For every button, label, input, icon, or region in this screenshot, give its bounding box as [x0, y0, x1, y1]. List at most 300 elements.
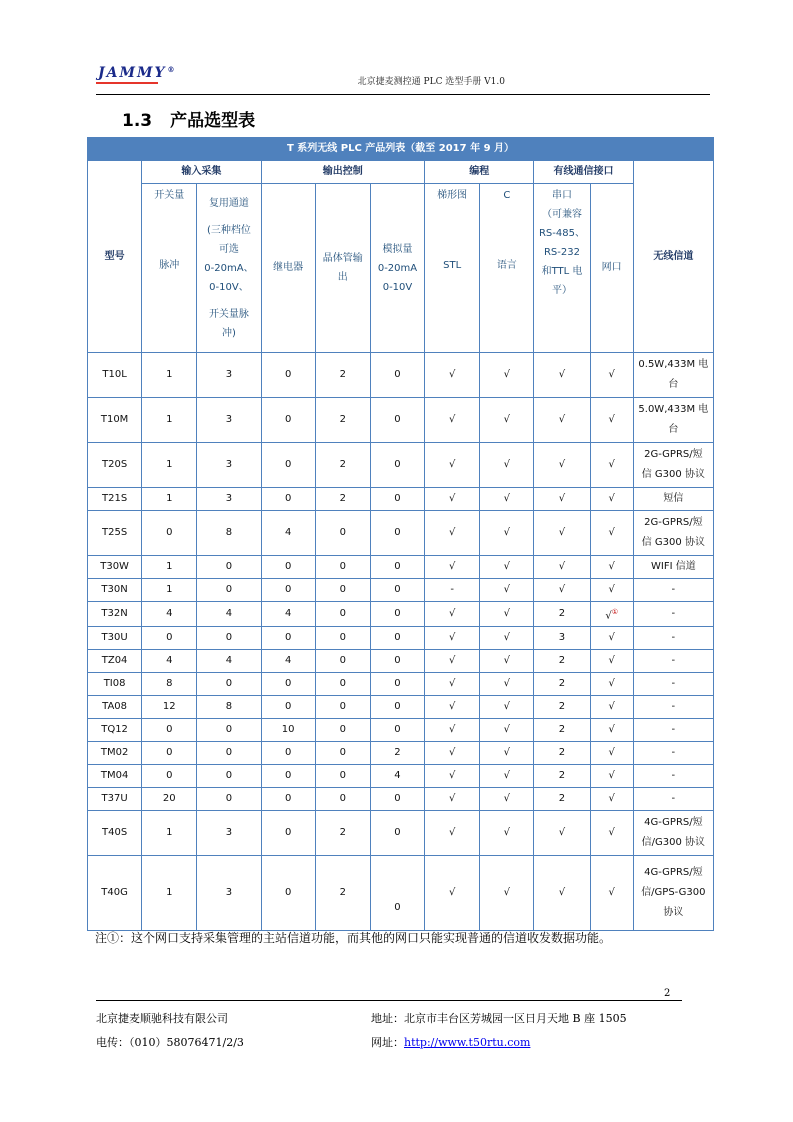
cell-serial	[534, 398, 590, 443]
cell-wireless-line: 信 G300 协议	[641, 537, 705, 548]
cell-wireless-line: -	[671, 655, 676, 667]
col-analog-line: 0-20mA	[377, 262, 418, 274]
cell-mux-value: 0	[225, 724, 233, 736]
cell-c-value: √	[503, 827, 510, 839]
cell-c	[480, 511, 534, 556]
cell-ladder	[425, 602, 480, 627]
col-multiplex-line: 可选	[218, 243, 239, 255]
cell-tr-value: 0	[339, 655, 346, 667]
cell-model	[88, 488, 142, 511]
cell-mux-value: 0	[225, 770, 233, 782]
cell-model-value: T25S	[101, 527, 128, 538]
col-serial	[534, 184, 590, 353]
cell-ladder-value: √	[448, 678, 456, 690]
cell-mux-value: 0	[225, 632, 233, 644]
cell-wireless	[633, 602, 713, 627]
cell-eth	[590, 627, 633, 650]
cell-tr	[315, 353, 370, 398]
cell-relay	[261, 353, 315, 398]
cell-ladder-value: √	[448, 561, 456, 572]
logo-reg-mark: ®	[167, 65, 177, 74]
cell-ladder-value: √	[448, 527, 456, 538]
header-output: 输出控制	[261, 161, 425, 184]
cell-an-value: 0	[394, 584, 401, 595]
cell-an	[370, 398, 424, 443]
cell-eth	[590, 696, 633, 719]
table-title: T 系列无线 PLC 产品列表（截至 2017 年 9 月）	[88, 138, 714, 161]
cell-an	[370, 811, 424, 856]
cell-sw	[142, 788, 197, 811]
cell-wireless-line: 短信	[663, 493, 684, 504]
cell-model-value: TQ12	[101, 724, 128, 736]
header-wired: 有线通信接口	[534, 161, 633, 184]
col-transistor	[315, 184, 370, 353]
cell-sw	[142, 696, 197, 719]
cell-ladder	[425, 811, 480, 856]
col-serial-line: RS-485、	[538, 228, 585, 239]
col-c-label: C	[503, 190, 511, 201]
cell-relay	[261, 765, 315, 788]
cell-an-value: 4	[394, 770, 401, 782]
cell-eth-value: √	[608, 678, 615, 690]
cell-mux-value: 4	[225, 608, 233, 620]
cell-ladder-value: √	[448, 608, 456, 620]
cell-mux-value: 3	[225, 369, 233, 380]
cell-tr-value: 0	[339, 608, 346, 620]
cell-an	[370, 696, 424, 719]
cell-model	[88, 579, 142, 602]
col-serial-line: 平）	[551, 285, 572, 296]
cell-mux-value: 0	[225, 561, 233, 572]
cell-eth-value: √	[608, 493, 615, 504]
company-logo	[98, 65, 176, 81]
cell-eth-value: √	[608, 655, 615, 667]
col-stl-label: STL	[443, 260, 462, 271]
cell-sw	[142, 398, 197, 443]
cell-eth-value: √	[608, 747, 615, 759]
cell-sw-value: 0	[166, 770, 173, 782]
cell-ladder-value: √	[448, 493, 456, 504]
footer-address: 地址：北京市丰台区芳城园一区日月天地 B 座 1505	[371, 1012, 627, 1025]
cell-c	[480, 788, 534, 811]
cell-an-value: 0	[394, 678, 401, 690]
section-title: 产品选型表	[170, 111, 256, 131]
cell-relay	[261, 511, 315, 556]
cell-eth	[590, 811, 633, 856]
cell-c-value: √	[503, 493, 510, 504]
cell-relay	[261, 398, 315, 443]
cell-serial	[534, 602, 590, 627]
cell-ladder-value: √	[448, 770, 456, 782]
cell-mux-value: 3	[225, 827, 233, 839]
cell-eth	[590, 556, 633, 579]
cell-mux	[197, 856, 261, 931]
cell-an-value: 0	[394, 724, 401, 736]
cell-sw-value: 4	[166, 608, 173, 620]
cell-relay	[261, 742, 315, 765]
cell-eth	[590, 488, 633, 511]
table-row	[88, 443, 714, 488]
cell-an-value: 0	[394, 655, 401, 667]
cell-eth	[590, 742, 633, 765]
cell-mux	[197, 650, 261, 673]
cell-wireless-line: -	[671, 678, 676, 690]
cell-model-value: T30U	[101, 632, 128, 644]
cell-an	[370, 443, 424, 488]
cell-model-value: T32N	[101, 608, 128, 620]
cell-tr-value: 0	[339, 561, 346, 572]
cell-tr	[315, 719, 370, 742]
table-row	[88, 511, 714, 556]
cell-ladder-value: √	[448, 747, 456, 759]
cell-relay	[261, 719, 315, 742]
cell-an-value: 0	[394, 902, 401, 914]
cell-wireless	[633, 788, 713, 811]
cell-ladder	[425, 398, 480, 443]
cell-eth-value: √	[608, 724, 615, 736]
cell-wireless	[633, 353, 713, 398]
cell-model-value: TM04	[100, 770, 129, 782]
cell-mux-value: 3	[225, 887, 233, 899]
cell-serial	[534, 788, 590, 811]
cell-mux	[197, 696, 261, 719]
cell-c	[480, 398, 534, 443]
cell-relay	[261, 627, 315, 650]
cell-c	[480, 353, 534, 398]
cell-c	[480, 650, 534, 673]
col-multiplex-line: 开关量脉	[208, 308, 249, 320]
cell-relay	[261, 602, 315, 627]
cell-model-value: T37U	[101, 793, 128, 805]
cell-ladder-value: √	[448, 701, 456, 713]
cell-model-value: T10L	[102, 369, 127, 380]
cell-eth	[590, 856, 633, 931]
cell-tr-value: 0	[339, 678, 346, 690]
cell-mux	[197, 627, 261, 650]
cell-sw	[142, 488, 197, 511]
cell-ladder	[425, 443, 480, 488]
cell-model	[88, 742, 142, 765]
cell-wireless-line: 2G-GPRS/短	[644, 449, 703, 460]
cell-wireless-line: -	[671, 584, 676, 595]
cell-mux	[197, 579, 261, 602]
table-row	[88, 398, 714, 443]
cell-ladder	[425, 788, 480, 811]
header-programming: 编程	[425, 161, 534, 184]
cell-serial	[534, 488, 590, 511]
cell-wireless-line: 信/G300 协议	[641, 837, 706, 849]
cell-relay-value: 0	[284, 793, 292, 805]
cell-eth-value: √	[608, 887, 615, 899]
cell-model	[88, 650, 142, 673]
cell-an	[370, 511, 424, 556]
col-analog-line: 0-10V	[382, 281, 413, 293]
cell-serial-value: 2	[558, 747, 566, 759]
cell-tr-value: 0	[339, 724, 346, 736]
cell-eth-value: √	[608, 584, 615, 595]
cell-an	[370, 556, 424, 579]
col-serial-line: 串口	[551, 190, 572, 201]
cell-serial	[534, 579, 590, 602]
cell-mux-value: 3	[225, 493, 233, 504]
cell-serial	[534, 811, 590, 856]
cell-serial	[534, 856, 590, 931]
cell-sw	[142, 811, 197, 856]
cell-wireless	[633, 742, 713, 765]
cell-eth	[590, 602, 633, 627]
cell-ladder	[425, 556, 480, 579]
cell-relay	[261, 443, 315, 488]
cell-tr-value: 0	[339, 747, 346, 759]
cell-relay	[261, 696, 315, 719]
cell-wireless	[633, 650, 713, 673]
cell-model	[88, 673, 142, 696]
cell-tr-value: 0	[339, 701, 346, 713]
cell-tr-value: 0	[339, 527, 346, 538]
cell-wireless-line: 信 G300 协议	[641, 469, 705, 480]
col-multiplex-line: (三种档位	[206, 224, 251, 236]
cell-relay-value: 0	[284, 493, 292, 504]
cell-wireless-line: 台	[668, 379, 679, 390]
cell-an-value: 0	[394, 793, 401, 805]
cell-sw-value: 0	[166, 527, 173, 538]
cell-tr-value: 2	[339, 459, 346, 470]
cell-an	[370, 353, 424, 398]
cell-sw-value: 8	[166, 678, 173, 690]
cell-an-value: 0	[394, 632, 401, 644]
cell-tr	[315, 742, 370, 765]
cell-mux-value: 0	[225, 678, 233, 690]
cell-an-value: 0	[394, 608, 401, 620]
cell-tr-value: 0	[339, 793, 346, 805]
col-multiplex-line: 0-20mA、	[204, 262, 254, 274]
cell-model-value: T40S	[101, 827, 128, 839]
cell-tr-value: 0	[339, 632, 346, 644]
cell-ladder	[425, 673, 480, 696]
cell-eth	[590, 719, 633, 742]
col-switch-label: 开关量	[154, 190, 185, 201]
cell-ladder	[425, 742, 480, 765]
cell-serial-value: 2	[558, 608, 566, 620]
cell-wireless-line: 协议	[663, 907, 684, 919]
cell-c	[480, 673, 534, 696]
col-multiplex	[197, 184, 261, 353]
cell-serial	[534, 696, 590, 719]
col-analog-line: 模拟量	[382, 243, 413, 255]
table-row	[88, 719, 714, 742]
cell-wireless	[633, 488, 713, 511]
cell-sw-value: 1	[166, 369, 173, 380]
cell-sw	[142, 627, 197, 650]
col-multiplex-line: 0-10V、	[209, 281, 249, 293]
cell-an	[370, 856, 424, 931]
table-row	[88, 579, 714, 602]
cell-c-value: √	[503, 608, 510, 620]
cell-tr	[315, 443, 370, 488]
cell-an	[370, 673, 424, 696]
cell-mux	[197, 353, 261, 398]
table-row	[88, 742, 714, 765]
cell-relay-value: 0	[284, 632, 292, 644]
cell-eth	[590, 673, 633, 696]
cell-mux	[197, 556, 261, 579]
cell-relay	[261, 673, 315, 696]
cell-sw	[142, 579, 197, 602]
col-analog	[370, 184, 424, 353]
cell-model	[88, 788, 142, 811]
cell-tr-value: 2	[339, 414, 346, 425]
cell-an-value: 0	[394, 701, 401, 713]
cell-relay-value: 0	[284, 701, 292, 713]
cell-sw-value: 1	[166, 459, 173, 470]
cell-c-value: √	[503, 747, 510, 759]
cell-wireless-line: 4G-GPRS/短	[644, 867, 703, 879]
cell-serial-value: 2	[558, 701, 566, 713]
cell-serial-value: √	[558, 561, 566, 572]
cell-tr-value: 2	[339, 369, 346, 380]
cell-serial-value: √	[558, 493, 566, 504]
cell-relay	[261, 856, 315, 931]
cell-model	[88, 443, 142, 488]
cell-wireless	[633, 579, 713, 602]
cell-wireless	[633, 443, 713, 488]
cell-serial-value: √	[558, 887, 566, 899]
cell-tr	[315, 398, 370, 443]
table-row	[88, 811, 714, 856]
cell-wireless-line: -	[671, 701, 676, 713]
cell-mux	[197, 719, 261, 742]
footer-website-link[interactable]: http://www.t50rtu.com	[404, 1036, 531, 1049]
col-ladder	[425, 184, 480, 353]
logo-text: JAMMY	[98, 65, 167, 81]
cell-sw-value: 0	[166, 632, 173, 644]
cell-c	[480, 696, 534, 719]
cell-tr	[315, 765, 370, 788]
cell-sw-value: 12	[162, 701, 176, 713]
cell-an	[370, 742, 424, 765]
cell-wireless-line: WIFI 信道	[650, 561, 696, 572]
cell-model	[88, 719, 142, 742]
cell-tr	[315, 488, 370, 511]
cell-an-value: 0	[394, 414, 401, 425]
cell-relay-value: 10	[281, 724, 295, 736]
cell-model	[88, 353, 142, 398]
cell-serial-value: 3	[558, 632, 566, 644]
cell-wireless-line: 5.0W,433M 电	[638, 404, 709, 415]
cell-eth-value: √	[608, 701, 615, 713]
col-serial-line: RS-232	[543, 247, 580, 258]
cell-tr	[315, 696, 370, 719]
cell-eth	[590, 765, 633, 788]
cell-c-value: √	[503, 724, 510, 736]
cell-an	[370, 650, 424, 673]
cell-wireless-line: 2G-GPRS/短	[644, 517, 703, 528]
cell-mux-value: 0	[225, 747, 233, 759]
cell-wireless-line: -	[671, 724, 676, 736]
cell-relay-value: 0	[284, 827, 292, 839]
cell-c	[480, 811, 534, 856]
cell-eth	[590, 353, 633, 398]
cell-model	[88, 765, 142, 788]
table-row	[88, 488, 714, 511]
cell-relay	[261, 556, 315, 579]
cell-relay	[261, 488, 315, 511]
cell-mux	[197, 443, 261, 488]
logo-underline	[96, 82, 158, 84]
cell-relay-value: 0	[284, 747, 292, 759]
cell-an-value: 0	[394, 527, 401, 538]
cell-tr	[315, 811, 370, 856]
cell-an-value: 2	[394, 747, 401, 759]
cell-an-value: 0	[394, 827, 401, 839]
cell-an	[370, 719, 424, 742]
cell-wireless-line: 0.5W,433M 电	[638, 359, 709, 370]
cell-serial	[534, 443, 590, 488]
col-transistor-line: 出	[337, 272, 348, 283]
cell-eth-value: √	[608, 632, 615, 644]
cell-mux-value: 8	[225, 527, 233, 538]
cell-mux	[197, 398, 261, 443]
cell-sw	[142, 742, 197, 765]
cell-c-value: √	[503, 561, 510, 572]
cell-eth-value: √	[608, 459, 615, 470]
cell-model	[88, 696, 142, 719]
cell-eth	[590, 788, 633, 811]
cell-an	[370, 765, 424, 788]
cell-wireless-line: -	[671, 632, 676, 644]
cell-serial	[534, 673, 590, 696]
cell-model-value: T10M	[100, 414, 129, 425]
cell-sw	[142, 650, 197, 673]
cell-model-value: T21S	[101, 493, 128, 504]
cell-model	[88, 856, 142, 931]
cell-wireless	[633, 856, 713, 931]
cell-ladder	[425, 650, 480, 673]
table-row	[88, 696, 714, 719]
cell-c-value: √	[503, 701, 510, 713]
cell-wireless	[633, 811, 713, 856]
cell-sw	[142, 719, 197, 742]
cell-sw	[142, 673, 197, 696]
cell-model	[88, 811, 142, 856]
cell-sw	[142, 602, 197, 627]
cell-relay-value: 0	[284, 459, 292, 470]
cell-wireless-line: 信/GPS-G300	[641, 887, 706, 899]
footer-website-block	[371, 1034, 530, 1050]
cell-c	[480, 765, 534, 788]
cell-model-value: T20S	[101, 459, 128, 470]
cell-eth-value: √	[608, 527, 615, 538]
cell-relay-value: 0	[284, 369, 292, 380]
cell-model	[88, 602, 142, 627]
footer-divider	[96, 1000, 682, 1001]
cell-an-value: 0	[394, 561, 401, 572]
cell-c	[480, 443, 534, 488]
cell-c-value: √	[503, 655, 510, 667]
document-title: 北京捷麦测控通 PLC 选型手册 V1.0	[357, 77, 505, 87]
cell-relay-value: 0	[284, 770, 292, 782]
cell-tr	[315, 511, 370, 556]
cell-eth-value: √	[608, 827, 615, 839]
cell-ladder	[425, 488, 480, 511]
cell-sw-value: 1	[166, 887, 173, 899]
cell-c	[480, 602, 534, 627]
cell-c	[480, 556, 534, 579]
table-row	[88, 556, 714, 579]
cell-c-value: √	[503, 632, 510, 644]
section-heading	[122, 106, 255, 131]
col-serial-line: （可兼容	[541, 209, 582, 220]
